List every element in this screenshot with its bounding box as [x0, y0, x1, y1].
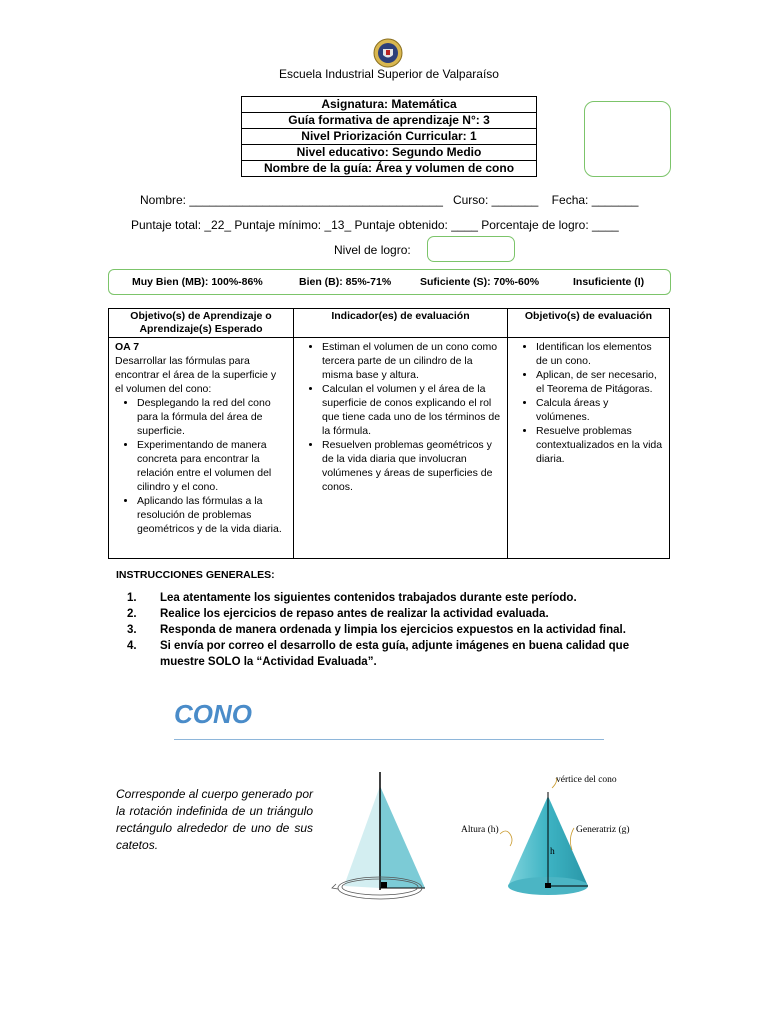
achievement-level-label: Nivel de logro: — [334, 243, 411, 257]
education-level-cell: Nivel educativo: Segundo Medio — [242, 145, 537, 161]
oa-list — [115, 396, 287, 536]
indicators-cell — [294, 338, 508, 559]
header-indicators: Indicador(es) de evaluación — [294, 309, 508, 338]
list-item: 2. Realice los ejercicios de repaso antes de realizar la actividad evaluada. — [127, 608, 549, 620]
instructions-title: INSTRUCCIONES GENERALES: — [116, 569, 275, 581]
eval-objectives-list — [514, 340, 663, 466]
cone-figure — [330, 768, 630, 903]
scale-bien: Bien (B): 85%-71% — [299, 276, 392, 288]
section-divider — [174, 739, 604, 740]
instructions-list — [116, 590, 656, 670]
scale-suficiente: Suficiente (S): 70%-60% — [420, 276, 540, 288]
student-info-line: Nombre: ______________________________________ Curso: _______ Fecha: _______ — [140, 193, 639, 207]
list-item: 4. Si envía por correo el desarrollo de esta guía, adjunte imágenes en buena calidad que muestre SOLO la “Actividad Evaluada”. — [127, 640, 630, 668]
list-item: • Experimentando de manera concreta para encontrar la relación entre el volumen del cilindro y el cono. — [137, 438, 287, 494]
list-item: • Aplicando las fórmulas a la resolución de problemas geométricos y de la vida diaria. — [137, 494, 287, 536]
course-info-table — [241, 96, 537, 177]
grade-box — [584, 101, 671, 177]
eval-objectives-cell — [508, 338, 670, 559]
oa-code: OA 7 — [115, 341, 140, 353]
scale-insuficiente: Insuficiente (I) — [573, 276, 645, 288]
section-title: CONO — [174, 699, 252, 729]
list-item: • Identifican los elementos de un cono. — [536, 340, 663, 368]
indicators-list — [300, 340, 501, 494]
header-eval-objectives: Objetivo(s) de evaluación — [508, 309, 670, 338]
list-item: • Calculan el volumen y el área de la superficie de conos explicando el rol que tiene cada uno de los términos de la fórmula. — [322, 382, 501, 438]
guide-number-cell: Guía formativa de aprendizaje N°: 3 — [242, 113, 537, 129]
school-name: Escuela Industrial Superior de Valparaíso — [279, 67, 499, 81]
labeled-cone-diagram — [461, 775, 630, 895]
cone-definition: Corresponde al cuerpo generado por la rotación indefinida de un triángulo rectángulo alrededor de uno de sus catetos. — [116, 787, 313, 852]
scale-muy-bien: Muy Bien (MB): 100%-86% — [132, 276, 263, 288]
list-item: 3. Responda de manera ordenada y limpia los ejercicios expuestos en la actividad final. — [127, 624, 626, 636]
achievement-level-box — [427, 236, 515, 262]
list-item: • Resuelve problemas contextualizados en la vida diaria. — [536, 424, 663, 466]
guide-name-cell: Nombre de la guía: Área y volumen de cono — [242, 161, 537, 177]
list-item: • Resuelven problemas geométricos y de la vida diaria que involucran volúmenes y áreas de superficies de conos. — [322, 438, 501, 494]
list-item: • Calcula áreas y volúmenes. — [536, 396, 663, 424]
slant-label: Generatriz (g) — [576, 825, 630, 835]
header-learning-objective: Objetivo(s) de Aprendizaje o Aprendizaje(s) Esperado — [109, 309, 294, 338]
list-item: • Desplegando la red del cono para la fórmula del área de superficie. — [137, 396, 287, 438]
height-label: Altura (h) — [461, 825, 499, 835]
grading-scale — [108, 269, 671, 295]
school-crest-logo — [372, 38, 404, 68]
list-item: 1. Lea atentamente los siguientes contenidos trabajados durante este período. — [127, 592, 577, 604]
learning-objective-cell — [109, 338, 294, 559]
subject-cell: Asignatura: Matemática — [242, 97, 537, 113]
curricular-level-cell: Nivel Priorización Curricular: 1 — [242, 129, 537, 145]
score-line: Puntaje total: _22_ Puntaje mínimo: _13_ Puntaje obtenido: ____ Porcentaje de logro: ____ — [131, 218, 619, 232]
oa-text: Desarrollar las fórmulas para encontrar el área de la superficie y el volumen del cono: — [115, 355, 277, 395]
rotation-cone-diagram — [332, 772, 425, 899]
h-label: h — [550, 847, 555, 857]
list-item: • Aplican, de ser necesario, el Teorema de Pitágoras. — [536, 368, 663, 396]
list-item: • Estiman el volumen de un cono como tercera parte de un cilindro de la misma base y altura. — [322, 340, 501, 382]
objectives-table — [108, 308, 670, 559]
vertex-label: vértice del cono — [556, 775, 617, 785]
